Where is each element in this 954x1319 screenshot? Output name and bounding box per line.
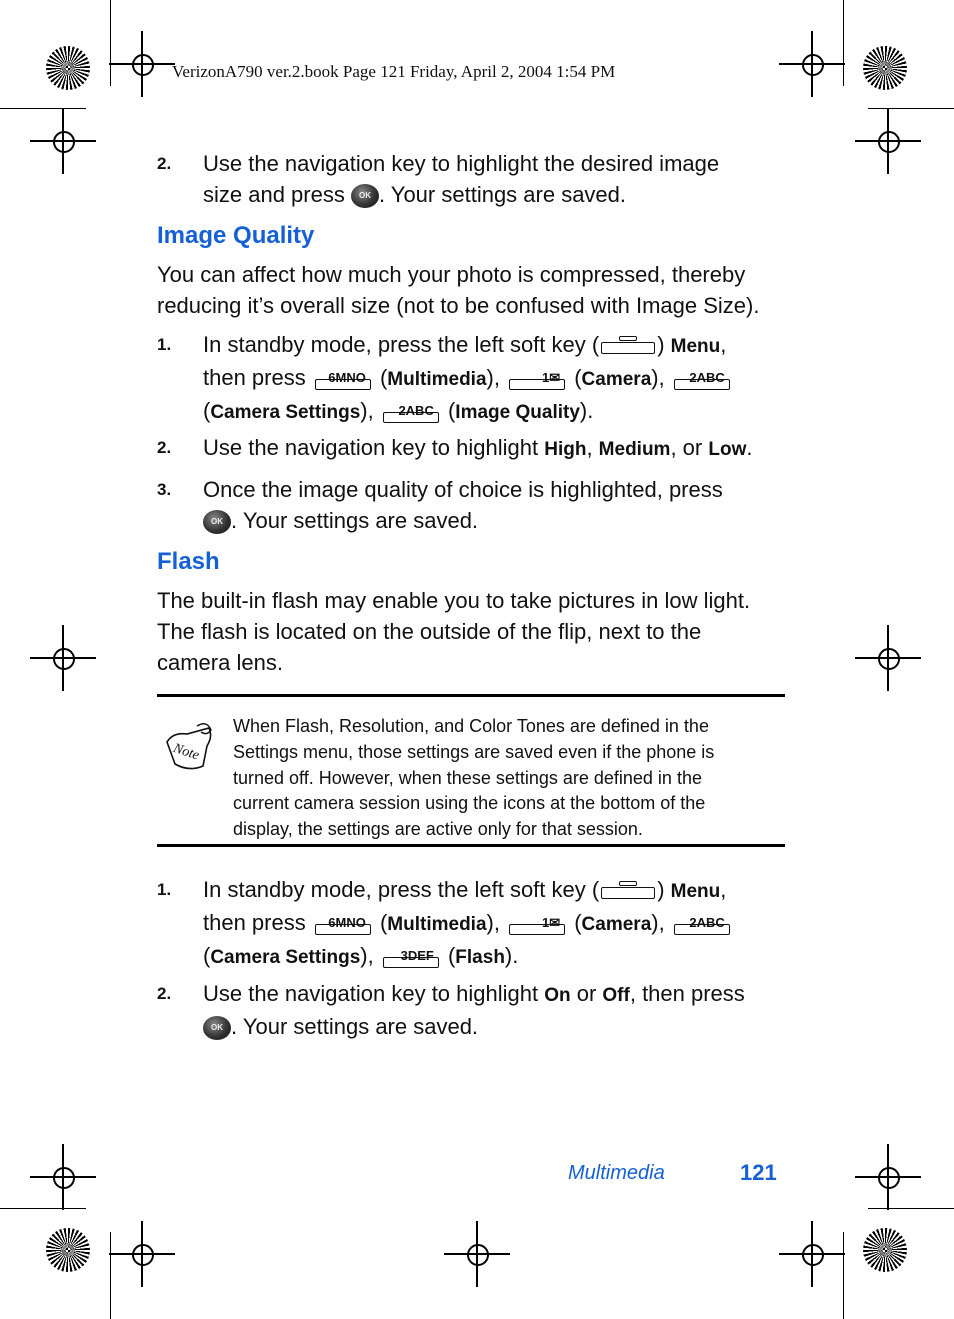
key-2-icon bbox=[671, 366, 733, 392]
step-fragment: , bbox=[586, 435, 599, 460]
key-label: 1✉ bbox=[541, 370, 561, 386]
starburst-target-icon bbox=[46, 1228, 90, 1272]
multimedia-label: Multimedia bbox=[387, 369, 487, 390]
camera-settings-label: Camera Settings bbox=[210, 402, 361, 423]
step-fragment: ( bbox=[441, 398, 456, 423]
step-text bbox=[203, 329, 803, 428]
key-3-icon bbox=[380, 944, 442, 970]
step-fragment: or bbox=[570, 981, 603, 1006]
step-fragment: ) bbox=[657, 877, 671, 902]
starburst-target-icon bbox=[863, 1228, 907, 1272]
section-heading-flash: Flash bbox=[157, 548, 220, 575]
key-label: 6MNO bbox=[328, 915, 366, 931]
footer-section-name: Multimedia bbox=[568, 1162, 665, 1184]
step-fragment: ). bbox=[504, 943, 519, 968]
step-fragment: ( bbox=[568, 365, 582, 390]
registration-mark-icon bbox=[462, 1239, 492, 1269]
crop-mark bbox=[0, 1208, 86, 1209]
step-fragment: Use the navigation key to highlight bbox=[203, 981, 545, 1006]
menu-label: Menu bbox=[670, 336, 721, 357]
key-2-icon bbox=[380, 399, 442, 425]
step-fragment: , then press bbox=[629, 981, 745, 1006]
ok-button-icon: OK bbox=[351, 184, 379, 208]
step-fragment: ( bbox=[373, 365, 388, 390]
low-label: Low bbox=[708, 439, 747, 460]
registration-mark-icon bbox=[127, 1239, 157, 1269]
menu-label: Menu bbox=[670, 881, 721, 902]
left-softkey-icon bbox=[599, 881, 657, 901]
registration-mark-icon bbox=[48, 643, 78, 673]
crop-mark bbox=[843, 0, 844, 86]
step-fragment: ), bbox=[360, 398, 380, 423]
step-line: . Your settings are saved. bbox=[231, 508, 479, 533]
key-label: 2ABC bbox=[689, 370, 725, 386]
step-fragment: then press bbox=[203, 365, 312, 390]
image-quality-label: Image Quality bbox=[455, 402, 580, 423]
step-fragment: ) bbox=[657, 332, 671, 357]
starburst-target-icon bbox=[46, 46, 90, 90]
step-text bbox=[203, 432, 803, 465]
ok-button-icon: OK bbox=[203, 510, 231, 534]
step-fragment: In standby mode, press the left soft key ( bbox=[203, 877, 600, 902]
camera-settings-label: Camera Settings bbox=[210, 947, 361, 968]
page-number: 121 bbox=[740, 1160, 777, 1185]
on-label: On bbox=[544, 985, 571, 1006]
key-6-icon bbox=[312, 911, 374, 937]
section-heading-image-quality: Image Quality bbox=[157, 222, 315, 249]
key-2-icon bbox=[671, 911, 733, 937]
off-label: Off bbox=[602, 985, 630, 1006]
step-line: . Your settings are saved. bbox=[378, 182, 627, 207]
note-line: display, the settings are active only for that session. bbox=[233, 819, 643, 840]
step-number: 2. bbox=[157, 154, 172, 173]
crop-mark bbox=[110, 0, 111, 86]
step-fragment: ( bbox=[441, 943, 456, 968]
step-fragment: , or bbox=[670, 435, 709, 460]
note-text bbox=[233, 714, 789, 843]
ok-button-icon: OK bbox=[203, 1016, 231, 1040]
flash-paragraph bbox=[157, 585, 797, 678]
step-fragment: ), bbox=[486, 365, 507, 390]
step-number: 1. bbox=[157, 335, 172, 354]
key-label: 6MNO bbox=[328, 370, 366, 386]
para-line: You can affect how much your photo is compressed, thereby bbox=[157, 262, 746, 287]
registration-mark-icon bbox=[873, 1162, 903, 1192]
note-line: current camera session using the icons at the bottom of the bbox=[233, 793, 706, 814]
note-bottom-rule bbox=[157, 844, 785, 847]
step-fragment: , bbox=[720, 332, 727, 357]
flash-label: Flash bbox=[455, 947, 505, 968]
note-line: turned off. However, when these settings are defined in the bbox=[233, 767, 702, 788]
registration-mark-icon bbox=[48, 126, 78, 156]
key-label: 3DEF bbox=[400, 948, 434, 964]
registration-mark-icon bbox=[797, 1239, 827, 1269]
step-fragment: ). bbox=[579, 398, 594, 423]
para-line: The built-in flash may enable you to take pictures in low light. bbox=[157, 588, 751, 613]
step-fragment: ( bbox=[203, 943, 211, 968]
note-line: Settings menu, those settings are saved even if the phone is bbox=[233, 741, 715, 762]
high-label: High bbox=[544, 439, 587, 460]
step-number: 1. bbox=[157, 880, 172, 899]
key-label: 2ABC bbox=[398, 403, 434, 419]
step-number: 3. bbox=[157, 480, 172, 499]
registration-mark-icon bbox=[127, 49, 157, 79]
note-line: When Flash, Resolution, and Color Tones are defined in the bbox=[233, 716, 709, 736]
key-label: 2ABC bbox=[689, 915, 725, 931]
step-text bbox=[203, 978, 803, 1042]
step-fragment: ( bbox=[203, 398, 211, 423]
note-icon bbox=[163, 722, 217, 772]
key-label: 1✉ bbox=[541, 915, 561, 931]
step-fragment: ), bbox=[360, 943, 380, 968]
medium-label: Medium bbox=[598, 439, 671, 460]
crop-mark bbox=[868, 108, 954, 109]
step-fragment: then press bbox=[203, 910, 312, 935]
step-number: 2. bbox=[157, 984, 172, 1003]
key-1-icon bbox=[506, 366, 568, 392]
para-line: The flash is located on the outside of the flip, next to the bbox=[157, 619, 702, 644]
camera-label: Camera bbox=[581, 369, 652, 390]
step-line: size and press bbox=[203, 182, 351, 207]
para-line: camera lens. bbox=[157, 650, 283, 675]
step-line: . Your settings are saved. bbox=[231, 1014, 479, 1039]
print-header: VerizonA790 ver.2.book Page 121 Friday, April 2, 2004 1:54 PM bbox=[172, 62, 616, 81]
crop-mark bbox=[0, 108, 86, 109]
crop-mark bbox=[110, 1232, 111, 1319]
step-fragment: ), bbox=[651, 365, 671, 390]
note-icon-label: Note bbox=[171, 741, 202, 764]
step-number: 2. bbox=[157, 438, 172, 457]
step-line: Use the navigation key to highlight the desired image bbox=[203, 151, 720, 176]
crop-mark bbox=[868, 1208, 954, 1209]
step-text bbox=[203, 148, 803, 210]
camera-label: Camera bbox=[581, 914, 652, 935]
para-line: reducing it’s overall size (not to be confused with Image Size). bbox=[157, 293, 760, 318]
step-fragment: , bbox=[720, 877, 727, 902]
image-quality-paragraph bbox=[157, 259, 797, 321]
step-text bbox=[203, 474, 803, 536]
step-fragment: ), bbox=[486, 910, 507, 935]
multimedia-label: Multimedia bbox=[387, 914, 487, 935]
registration-mark-icon bbox=[48, 1162, 78, 1192]
key-6-icon bbox=[312, 366, 374, 392]
step-text bbox=[203, 874, 803, 973]
key-1-icon bbox=[506, 911, 568, 937]
crop-mark bbox=[843, 1232, 844, 1319]
registration-mark-icon bbox=[873, 643, 903, 673]
note-top-rule bbox=[157, 694, 785, 697]
step-fragment: . bbox=[746, 435, 753, 460]
step-line: Once the image quality of choice is highlighted, press bbox=[203, 477, 723, 502]
left-softkey-icon bbox=[599, 336, 657, 356]
step-fragment: ( bbox=[373, 910, 388, 935]
step-fragment: ( bbox=[568, 910, 582, 935]
registration-mark-icon bbox=[797, 49, 827, 79]
starburst-target-icon bbox=[863, 46, 907, 90]
registration-mark-icon bbox=[873, 126, 903, 156]
step-fragment: Use the navigation key to highlight bbox=[203, 435, 545, 460]
step-fragment: ), bbox=[651, 910, 671, 935]
step-fragment: In standby mode, press the left soft key ( bbox=[203, 332, 600, 357]
